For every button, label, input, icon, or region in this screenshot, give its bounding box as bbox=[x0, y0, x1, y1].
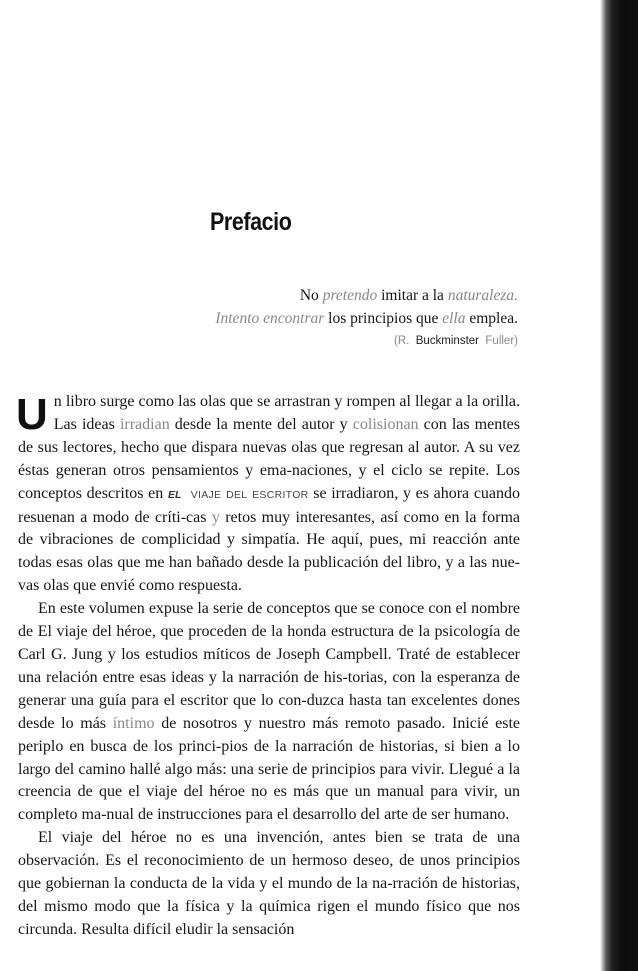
text-run: n libro surge como las olas que se arrastran y rompen al llegar a la orilla. Las ideas bbox=[53, 393, 520, 433]
text-run: El viaje del héroe no es una invención, antes bien se trata de una observación. Es el reconocimiento de un hermoso deseo, de unos principios que gobiernan la conducta de la vida y el mundo de la na-rración de historias, del mismo modo que la física y la química rigen el mundo físico que nos circunda. Resulta difícil eludir la sensación bbox=[18, 829, 520, 938]
text-run: de nosotros y nuestro más remoto pasado. Inicié este periplo en busca de los princi-pios de la narración de historias, si bien a lo largo del camino hallé algo más: una serie de principios para vivir. Llegué a la creencia de que el viaje del héroe no es más que un manual para vivir, un completo ma-nual de instrucciones para el desarrollo del arte de ser humano. bbox=[18, 714, 520, 824]
text-run: En este volumen expuse la serie de conceptos que se conoce con el nombre de El viaje del héroe, que proceden de la honda estructura de la psicología de Carl G. Jung y los estudios míticos de Joseph Campbell. Traté de establecer una relación entre esas ideas y la narración de his-torias, con la esperanza de generar una guía para el escritor que lo con-duzca hasta tan excelentes dones desde lo más bbox=[18, 600, 520, 732]
text-run: retos muy interesantes, así como en la forma de vibraciones de complicidad y simpatía. He aquí, pues, mi reacción ante todas esas olas que me han bañado desde la publicación del libro, y a las nue-vas olas que envié como respuesta. bbox=[18, 508, 521, 595]
drop-cap: U bbox=[16, 390, 48, 439]
epigraph-attribution bbox=[98, 330, 518, 353]
epigraph-word: No bbox=[299, 287, 319, 304]
paragraph-1 bbox=[18, 391, 520, 598]
epigraph-word: pretendo bbox=[322, 287, 378, 304]
text-run: desde la mente del autor y bbox=[169, 415, 353, 433]
epigraph-line-2 bbox=[98, 307, 518, 330]
paragraph-2 bbox=[18, 598, 520, 827]
page-title: Prefacio bbox=[210, 208, 292, 236]
faint-word: íntimo bbox=[112, 714, 155, 732]
faint-word: colisionan bbox=[352, 415, 419, 433]
epigraph bbox=[98, 284, 518, 353]
body-text bbox=[18, 391, 520, 942]
text-run: con las mentes de sus lectores, hecho que dispara nuevas olas que regresan al autor. A su vez éstas generan otros pensamientos y ema-naciones, y el ciclo se repite. Los conceptos descritos en bbox=[18, 415, 520, 502]
book-title-viaje: VIAJE bbox=[190, 488, 222, 501]
epigraph-line-1 bbox=[98, 284, 518, 307]
epigraph-word: naturaleza. bbox=[447, 287, 518, 304]
text-run: se irradiaron, y es ahora cuando resuenan a modo de críti-cas bbox=[18, 484, 521, 526]
attribution-surname: Fuller) bbox=[485, 335, 518, 347]
epigraph-word: los principios que bbox=[328, 310, 439, 327]
faint-word: irradian bbox=[119, 415, 170, 433]
epigraph-word: ella bbox=[442, 310, 466, 327]
scan-edge-shadow bbox=[600, 0, 638, 971]
faint-word: y bbox=[211, 508, 220, 526]
book-title-el: EL bbox=[167, 488, 182, 501]
book-title-escritor: ESCRITOR bbox=[252, 488, 309, 501]
attribution-open: (R. bbox=[394, 335, 410, 347]
epigraph-word: imitar a la bbox=[381, 287, 444, 304]
book-title-del: DEL bbox=[226, 488, 248, 501]
epigraph-word: emplea. bbox=[469, 310, 518, 327]
epigraph-word: Intento encontrar bbox=[215, 310, 325, 327]
attribution-name: Buckminster bbox=[415, 335, 480, 347]
paragraph-3 bbox=[18, 827, 520, 942]
